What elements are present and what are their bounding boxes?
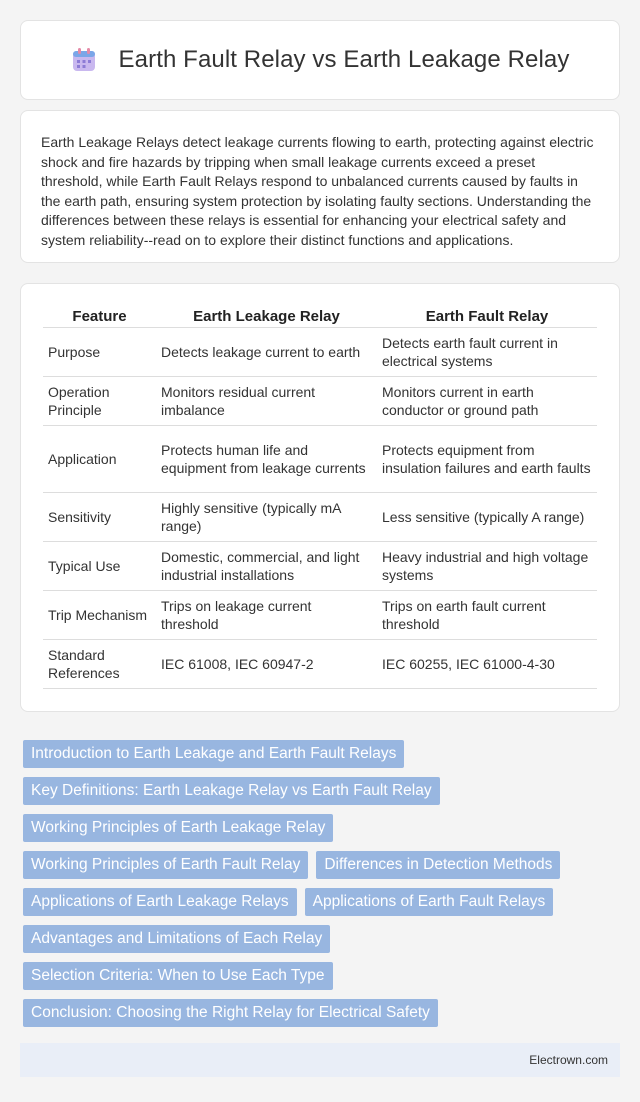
- table-row: [43, 640, 597, 689]
- cell-earth-leakage: IEC 61008, IEC 60947-2: [156, 640, 377, 689]
- page-footer: [20, 1043, 620, 1077]
- topic-links: [20, 732, 620, 1027]
- cell-feature: Operation Principle: [43, 377, 156, 426]
- link-detection-differences[interactable]: Differences in Detection Methods: [316, 851, 560, 879]
- page-header: [20, 20, 620, 100]
- link-applications-fault[interactable]: Applications of Earth Fault Relays: [305, 888, 554, 916]
- comparison-table: [43, 304, 597, 689]
- cell-earth-leakage: Trips on leakage current threshold: [156, 591, 377, 640]
- link-working-principles-leakage[interactable]: Working Principles of Earth Leakage Relay: [23, 814, 333, 842]
- cell-earth-fault: Trips on earth fault current threshold: [377, 591, 597, 640]
- table-row: [43, 493, 597, 542]
- page-title: Earth Fault Relay vs Earth Leakage Relay: [118, 46, 570, 73]
- link-key-definitions[interactable]: Key Definitions: Earth Leakage Relay vs Earth Fault Relay: [23, 777, 440, 805]
- link-selection-criteria[interactable]: Selection Criteria: When to Use Each Type: [23, 962, 333, 990]
- intro-card: [20, 110, 620, 263]
- cell-earth-leakage: Protects human life and equipment from leakage currents: [156, 426, 377, 493]
- table-header-row: [43, 304, 597, 328]
- comparison-card: [20, 283, 620, 712]
- cell-earth-leakage: Monitors residual current imbalance: [156, 377, 377, 426]
- cell-feature: Sensitivity: [43, 493, 156, 542]
- cell-earth-leakage: Detects leakage current to earth: [156, 328, 377, 377]
- link-applications-leakage[interactable]: Applications of Earth Leakage Relays: [23, 888, 297, 916]
- link-conclusion[interactable]: Conclusion: Choosing the Right Relay for Electrical Safety: [23, 999, 438, 1027]
- cell-feature: Typical Use: [43, 542, 156, 591]
- link-introduction[interactable]: Introduction to Earth Leakage and Earth Fault Relays: [23, 740, 404, 768]
- cell-earth-fault: IEC 60255, IEC 61000-4-30: [377, 640, 597, 689]
- cell-earth-fault: Monitors current in earth conductor or ground path: [377, 377, 597, 426]
- table-row: [43, 591, 597, 640]
- table-row: [43, 377, 597, 426]
- link-working-principles-fault[interactable]: Working Principles of Earth Fault Relay: [23, 851, 308, 879]
- cell-earth-fault: Protects equipment from insulation failures and earth faults: [377, 426, 597, 493]
- table-row: [43, 426, 597, 493]
- cell-earth-leakage: Highly sensitive (typically mA range): [156, 493, 377, 542]
- header-feature: Feature: [43, 304, 156, 328]
- link-advantages-limitations[interactable]: Advantages and Limitations of Each Relay: [23, 925, 330, 953]
- footer-brand: Electrown.com: [529, 1053, 608, 1067]
- table-row: [43, 328, 597, 377]
- intro-text: Earth Leakage Relays detect leakage currents flowing to earth, protecting against electric shock and fire hazards by tripping when small leakage currents exceed a preset threshold, while Earth Fault Relays respond to unbalanced currents caused by faults in the earth path, ensuring system protection by isolating faulty sections. Understanding the differences between these relays is essential for enhancing your electrical safety and system reliability--read on to explore their distinct functions and applications.: [41, 134, 594, 248]
- cell-earth-fault: Less sensitive (typically A range): [377, 493, 597, 542]
- cell-feature: Standard References: [43, 640, 156, 689]
- cell-earth-fault: Heavy industrial and high voltage systems: [377, 542, 597, 591]
- table-row: [43, 542, 597, 591]
- cell-feature: Purpose: [43, 328, 156, 377]
- cell-earth-leakage: Domestic, commercial, and light industrial installations: [156, 542, 377, 591]
- cell-earth-fault: Detects earth fault current in electrical systems: [377, 328, 597, 377]
- header-earth-fault-relay: Earth Fault Relay: [377, 304, 597, 328]
- cell-feature: Application: [43, 426, 156, 493]
- cell-feature: Trip Mechanism: [43, 591, 156, 640]
- calendar-icon: [71, 47, 97, 73]
- header-earth-leakage-relay: Earth Leakage Relay: [156, 304, 377, 328]
